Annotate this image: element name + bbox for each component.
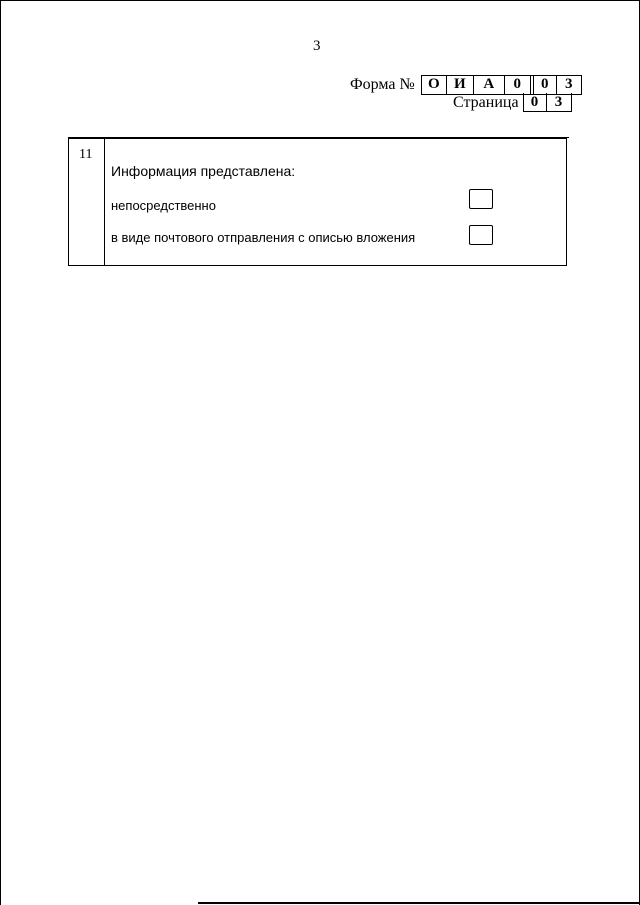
form-code-cell: 3 [557,76,582,94]
form-code-cell: 0 [533,76,557,94]
form-code-cell: А [474,76,505,94]
option-direct-checkbox[interactable] [469,189,493,209]
section-11-table [68,138,567,266]
page-number-row [453,93,572,112]
option-mail-label: в виде почтового отправления с описью вложения [111,230,416,245]
section-heading: Информация представлена: [111,163,296,179]
row-number-column [69,139,105,265]
form-number-label: Форма № [350,75,415,93]
form-code-cells [421,75,582,95]
section-number: 11 [79,147,93,162]
option-mail-checkbox[interactable] [469,225,493,245]
form-number-row [350,75,582,94]
scan-border-bottom [198,902,640,904]
scan-border-left [0,0,1,905]
page-cell: 3 [547,93,572,111]
page-cell: 0 [524,93,547,111]
form-code-cell: О [422,76,447,94]
form-code-cell: 0 [505,76,531,94]
page-number: 3 [313,38,321,54]
option-direct-label: непосредственно [111,198,216,213]
scan-border-top [0,0,640,1]
form-code-cell: И [447,76,474,94]
page-label: Страница [453,93,519,111]
page-cells [523,93,572,112]
